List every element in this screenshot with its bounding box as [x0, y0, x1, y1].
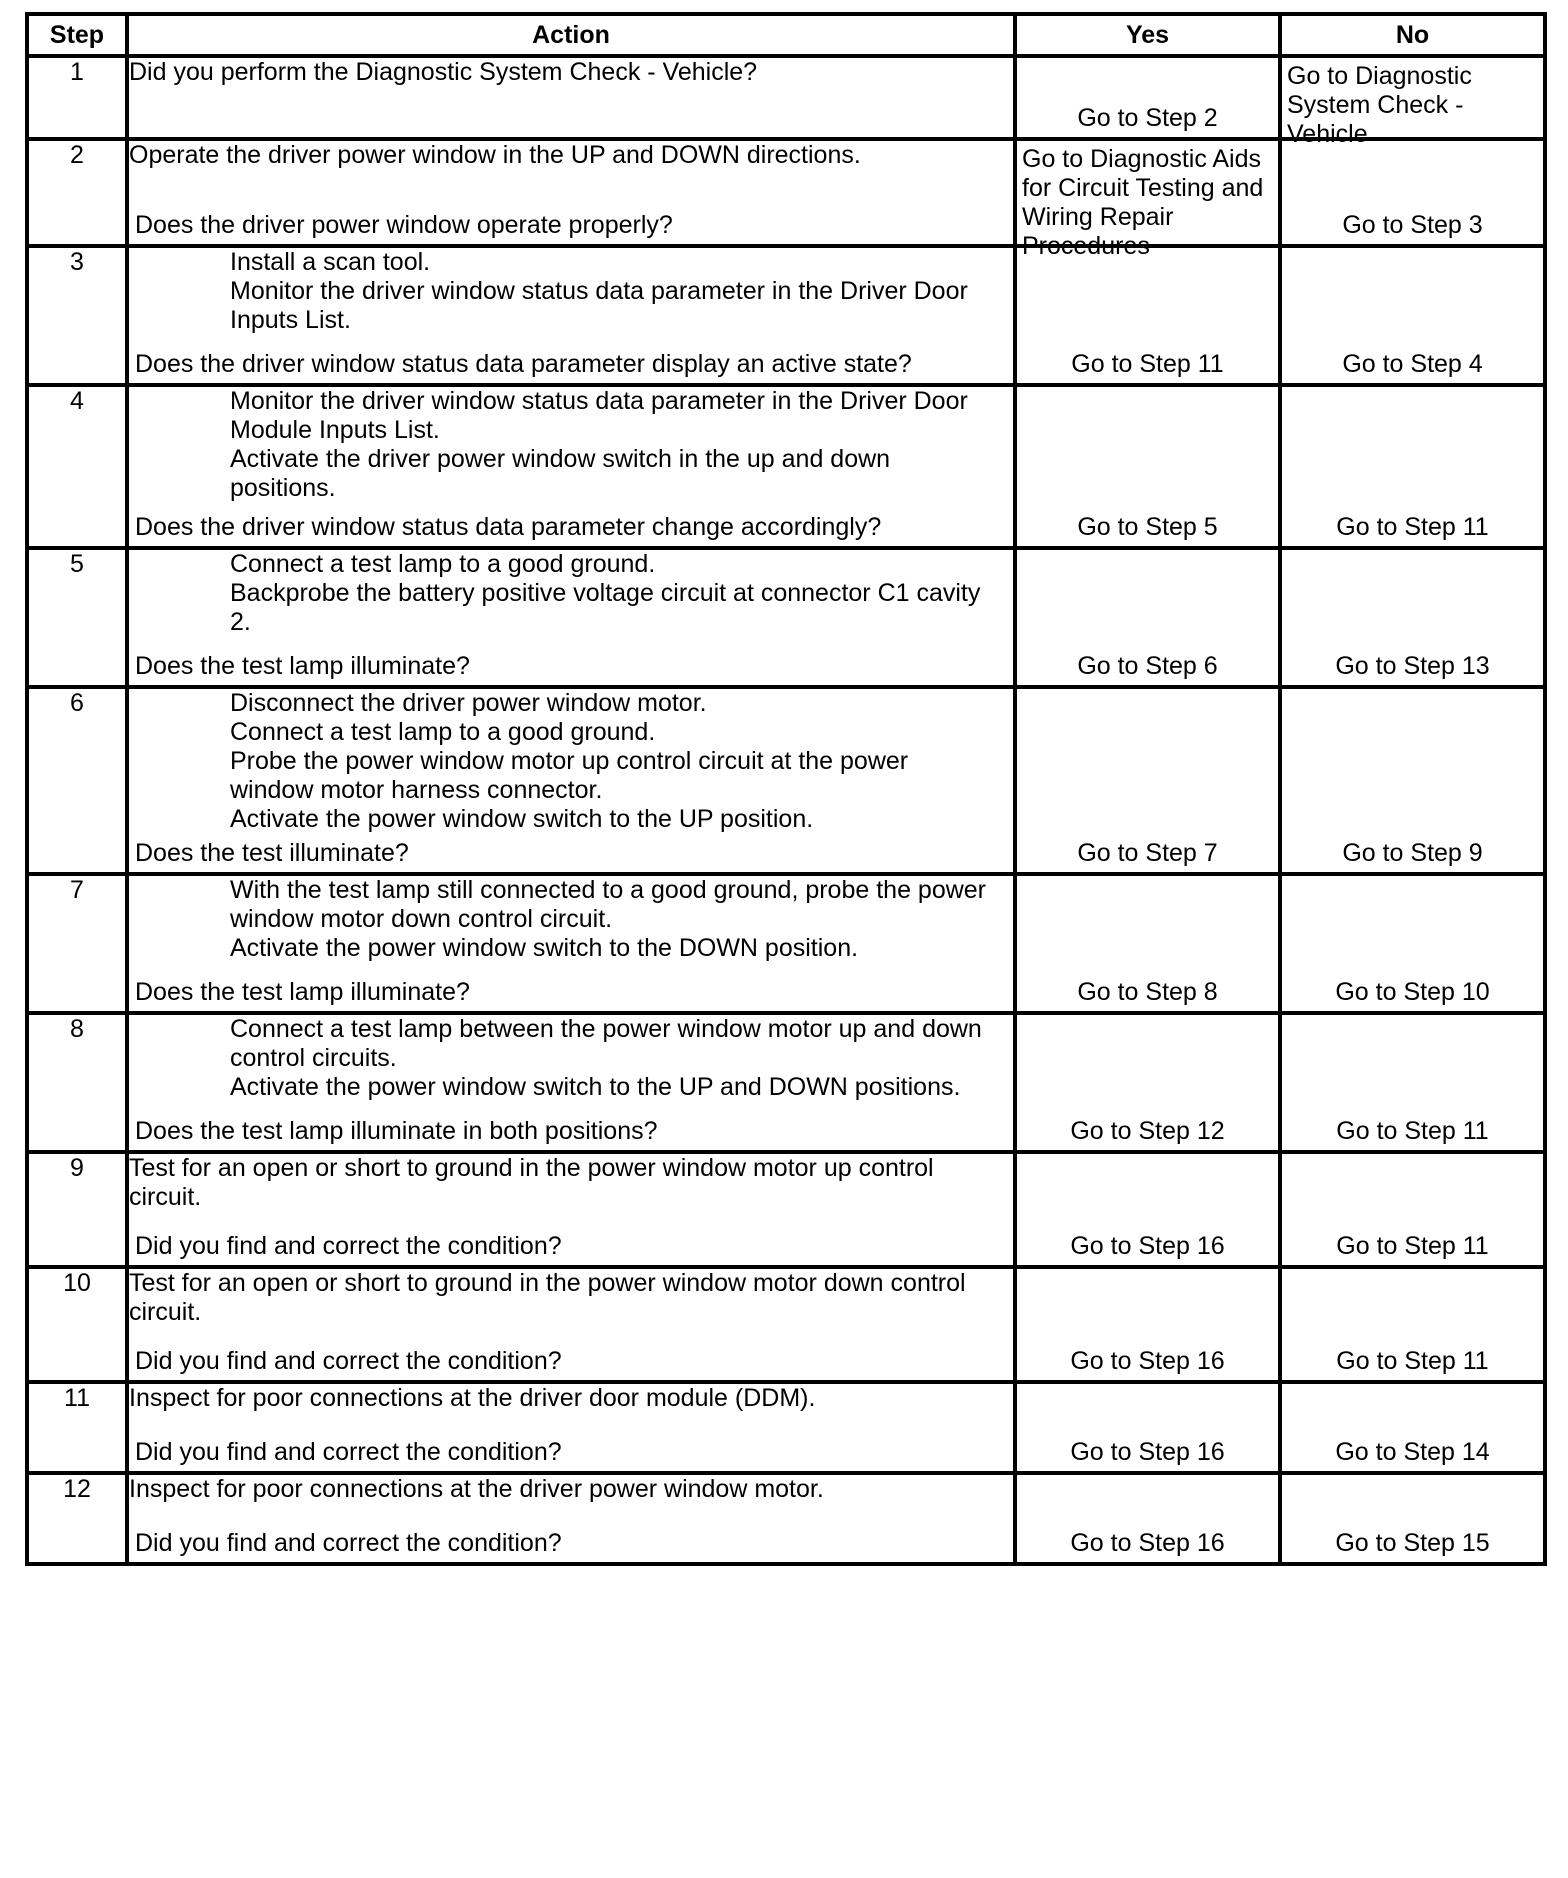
- action-line: Connect a test lamp to a good ground.: [230, 718, 656, 746]
- table-row: [27, 874, 1545, 1013]
- action-line: Connect a test lamp between the power window motor up and down: [230, 1015, 982, 1043]
- no-cell: [1280, 1382, 1545, 1473]
- action-instructions: [129, 550, 1013, 637]
- no-cell: [1280, 687, 1545, 874]
- table-row: [27, 1013, 1545, 1152]
- step-number: 4: [27, 385, 127, 548]
- step-number: 8: [27, 1013, 127, 1152]
- action-line: Module Inputs List.: [230, 416, 440, 444]
- yes-cell: [1015, 548, 1280, 687]
- action-line: Activate the power window switch to the DOWN position.: [230, 934, 859, 962]
- yes-answer: Go to Step 7: [1077, 839, 1218, 867]
- action-cell: [127, 1013, 1015, 1152]
- no-answer: Go to Step 11: [1336, 1347, 1489, 1375]
- no-cell: [1280, 1267, 1545, 1382]
- action-question: Does the test lamp illuminate in both positions?: [135, 1117, 658, 1145]
- action-instructions: [129, 1015, 1013, 1102]
- header-row: [27, 14, 1545, 56]
- yes-answer-block: [1022, 145, 1263, 261]
- action-instructions: [129, 1475, 1013, 1504]
- table-row: [27, 139, 1545, 246]
- yes-cell: [1015, 687, 1280, 874]
- action-cell: [127, 874, 1015, 1013]
- action-line: Inspect for poor connections at the driver power window motor.: [129, 1475, 824, 1503]
- yes-answer: Go to Step 6: [1077, 652, 1218, 680]
- yes-cell: [1015, 1267, 1280, 1382]
- yes-answer-line: for Circuit Testing and: [1022, 174, 1264, 202]
- action-line: control circuits.: [230, 1044, 397, 1072]
- step-number: 1: [27, 56, 127, 139]
- yes-cell: [1015, 246, 1280, 385]
- table-row: [27, 1473, 1545, 1564]
- action-line: Backprobe the battery positive voltage circuit at connector C1 cavity: [230, 579, 981, 607]
- action-line: positions.: [230, 474, 336, 502]
- action-cell: [127, 1473, 1015, 1564]
- table-row: [27, 1152, 1545, 1267]
- diagnostic-table: [25, 12, 1547, 1566]
- yes-answer: Go to Step 11: [1071, 350, 1224, 378]
- table-row: [27, 246, 1545, 385]
- yes-cell: [1015, 1152, 1280, 1267]
- yes-cell: [1015, 1382, 1280, 1473]
- no-answer: Go to Step 11: [1336, 1117, 1489, 1145]
- no-cell: [1280, 874, 1545, 1013]
- yes-answer-line: Wiring Repair: [1022, 203, 1174, 231]
- no-answer-block: [1287, 62, 1472, 149]
- step-number: 11: [27, 1382, 127, 1473]
- no-answer: Go to Step 14: [1335, 1438, 1490, 1466]
- no-cell: [1280, 1473, 1545, 1564]
- action-line: Probe the power window motor up control circuit at the power: [230, 747, 909, 775]
- no-answer-line: System Check -: [1287, 91, 1464, 119]
- action-question: Did you find and correct the condition?: [135, 1529, 562, 1557]
- action-instructions: [129, 876, 1013, 963]
- action-cell: [127, 56, 1015, 139]
- yes-answer-line: Go to Diagnostic Aids: [1022, 145, 1262, 173]
- action-line: Disconnect the driver power window motor.: [230, 689, 707, 717]
- action-line: Connect a test lamp to a good ground.: [230, 550, 656, 578]
- yes-cell: [1015, 139, 1280, 260]
- action-line: With the test lamp still connected to a good ground, probe the power: [230, 876, 987, 904]
- action-line: Test for an open or short to ground in the power window motor down control: [129, 1269, 966, 1297]
- yes-answer: Go to Step 16: [1070, 1347, 1225, 1375]
- yes-cell: [1015, 1013, 1280, 1152]
- action-line: window motor harness connector.: [230, 776, 603, 804]
- yes-answer-line: Procedures: [1022, 232, 1150, 260]
- action-line: Test for an open or short to ground in the power window motor up control: [129, 1154, 934, 1182]
- action-line: Install a scan tool.: [230, 248, 431, 276]
- no-cell: [1280, 56, 1545, 148]
- step-number: 2: [27, 139, 127, 246]
- no-answer-line: Vehicle: [1287, 120, 1368, 148]
- action-cell: [127, 139, 1015, 246]
- yes-answer: Go to Step 16: [1070, 1232, 1225, 1260]
- action-cell: [127, 1382, 1015, 1473]
- action-instructions: [129, 141, 1013, 170]
- no-cell: [1280, 1013, 1545, 1152]
- action-question: Does the driver window status data parameter display an active state?: [135, 350, 912, 378]
- header-yes: Yes: [1015, 14, 1280, 56]
- action-line: Inspect for poor connections at the driver door module (DDM).: [129, 1384, 816, 1412]
- action-instructions: [129, 689, 1013, 834]
- action-question: Does the driver window status data parameter change accordingly?: [135, 513, 882, 541]
- action-question: Did you find and correct the condition?: [135, 1232, 562, 1260]
- yes-answer: Go to Step 16: [1070, 1438, 1225, 1466]
- yes-answer: Go to Step 8: [1077, 978, 1218, 1006]
- no-cell: [1280, 548, 1545, 687]
- no-answer: Go to Step 9: [1342, 839, 1483, 867]
- no-answer: Go to Step 11: [1336, 1232, 1489, 1260]
- header-step: Step: [27, 14, 127, 56]
- header-no: No: [1280, 14, 1545, 56]
- action-question: Does the test lamp illuminate?: [135, 978, 470, 1006]
- yes-answer: Go to Step 12: [1070, 1117, 1225, 1145]
- action-question: Did you find and correct the condition?: [135, 1347, 562, 1375]
- table-row: [27, 1382, 1545, 1473]
- action-line: circuit.: [129, 1298, 202, 1326]
- action-cell: [127, 1267, 1015, 1382]
- table-row: [27, 1267, 1545, 1382]
- no-cell: [1280, 246, 1545, 385]
- no-answer: Go to Step 4: [1342, 350, 1483, 378]
- yes-answer: Go to Step 5: [1077, 513, 1218, 541]
- no-answer: Go to Step 11: [1336, 513, 1489, 541]
- action-instructions: [129, 1384, 1013, 1413]
- action-line: window motor down control circuit.: [230, 905, 613, 933]
- action-line: Activate the power window switch to the UP and DOWN positions.: [230, 1073, 961, 1101]
- no-answer: Go to Step 15: [1335, 1529, 1490, 1557]
- action-line: Operate the driver power window in the UP and DOWN directions.: [129, 141, 861, 169]
- action-line: Activate the driver power window switch in the up and down: [230, 445, 891, 473]
- step-number: 3: [27, 246, 127, 385]
- action-cell: [127, 687, 1015, 874]
- action-instructions: [129, 1154, 1013, 1212]
- no-answer: Go to Step 3: [1342, 211, 1483, 239]
- no-answer: Go to Step 10: [1335, 978, 1490, 1006]
- step-number: 7: [27, 874, 127, 1013]
- step-number: 6: [27, 687, 127, 874]
- table-row: [27, 548, 1545, 687]
- action-instructions: [129, 248, 1013, 335]
- action-instructions: [129, 58, 1013, 87]
- table-row: [27, 56, 1545, 139]
- yes-cell: [1015, 874, 1280, 1013]
- action-cell: [127, 548, 1015, 687]
- step-number: 12: [27, 1473, 127, 1564]
- table-row: [27, 385, 1545, 548]
- action-instructions: [129, 387, 1013, 503]
- header-action: Action: [127, 14, 1015, 56]
- step-number: 10: [27, 1267, 127, 1382]
- action-line: Monitor the driver window status data parameter in the Driver Door: [230, 387, 968, 415]
- action-question: Does the test illuminate?: [135, 839, 409, 867]
- no-cell: [1280, 1152, 1545, 1267]
- action-cell: [127, 1152, 1015, 1267]
- action-question: Did you find and correct the condition?: [135, 1438, 562, 1466]
- action-question: Does the test lamp illuminate?: [135, 652, 470, 680]
- yes-answer: Go to Step 2: [1077, 104, 1218, 132]
- table-body: [27, 56, 1545, 1564]
- action-line: Inputs List.: [230, 306, 351, 334]
- yes-cell: [1015, 1473, 1280, 1564]
- yes-cell: [1015, 385, 1280, 548]
- action-line: 2.: [230, 608, 251, 636]
- action-line: Did you perform the Diagnostic System Check - Vehicle?: [129, 58, 758, 86]
- action-question: Does the driver power window operate properly?: [135, 211, 673, 239]
- no-answer-line: Go to Diagnostic: [1287, 62, 1472, 90]
- no-cell: [1280, 139, 1545, 246]
- action-line: circuit.: [129, 1183, 202, 1211]
- step-number: 9: [27, 1152, 127, 1267]
- action-instructions: [129, 1269, 1013, 1327]
- no-answer: Go to Step 13: [1335, 652, 1490, 680]
- yes-cell: [1015, 56, 1280, 139]
- no-cell: [1280, 385, 1545, 548]
- yes-answer: Go to Step 16: [1070, 1529, 1225, 1557]
- table-row: [27, 687, 1545, 874]
- action-line: Monitor the driver window status data parameter in the Driver Door: [230, 277, 968, 305]
- action-cell: [127, 385, 1015, 548]
- step-number: 5: [27, 548, 127, 687]
- action-line: Activate the power window switch to the UP position.: [230, 805, 814, 833]
- action-cell: [127, 246, 1015, 385]
